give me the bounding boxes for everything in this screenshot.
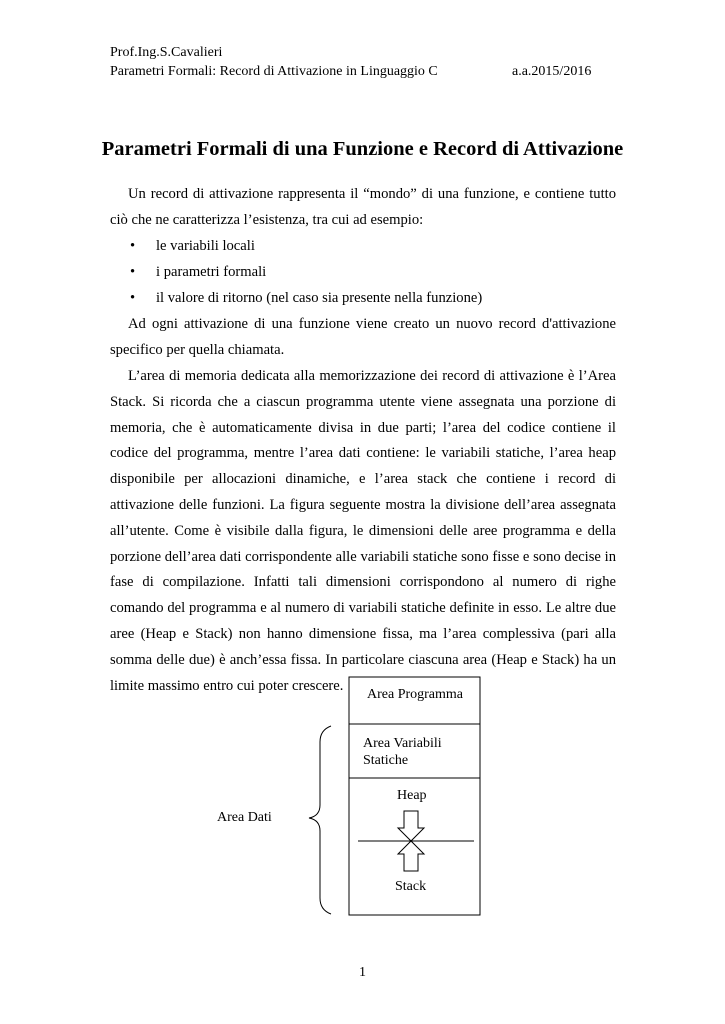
label-heap: Heap [397,788,427,803]
label-stack: Stack [395,879,427,894]
stack-growth-arrow-icon [398,841,424,871]
header-author: Prof.Ing.S.Cavalieri [110,45,223,60]
label-area-variabili: Area Variabili [363,736,442,751]
paragraph-memory-areas: L’area di memoria dedicata alla memorizzazione dei record di attivazione è l’Area Stack. Si ricorda che a ciascun programma utente viene assegnata una porzione di memoria, che è automaticamente divisa in due parti; l’area del codice contiene il codice del programma, mentre l’area dati contiene: le variabili statiche, l’area heap disponibile per allocazioni dinamiche, e l’area stack che contiene i record di attivazione delle funzioni. La figura seguente mostra la divisione dell’area assegnata all’utente. Come è visibile dalla figura, le dimensioni delle aree programma e della porzione dell’area dati corrispondente alle variabili statiche sono fisse e sono decise in fase di compilazione. Infatti tali dimensioni corrispondono al numero di righe comando del programma e al numero di variabili statiche definite in esso. Le altre due aree (Heap e Stack) non hanno dimensione fissa, ma l’area complessiva (pari alla somma delle due) è anch’essa fissa. In particolare ciascuna area (Heap e Stack) ha un limite massimo entro cui poter crescere. [110,368,616,694]
page-number: 1 [359,965,366,980]
header-year: a.a.2015/2016 [512,64,592,79]
label-statiche: Statiche [363,753,409,768]
bullet-text: le variabili locali [156,238,255,254]
bullet-icon: • [130,238,136,254]
bullet-text: i parametri formali [156,264,267,280]
label-area-dati: Area Dati [217,810,272,825]
bullet-icon: • [130,264,136,280]
label-area-programma: Area Programma [367,687,464,702]
page-title: Parametri Formali di una Funzione e Record di Attivazione [101,138,624,160]
header-subject: Parametri Formali: Record di Attivazione in Linguaggio C [110,64,438,79]
bullet-text: il valore di ritorno (nel caso sia presente nella funzione) [156,290,483,306]
bullet-icon: • [130,290,136,306]
intro-paragraph: Un record di attivazione rappresenta il “mondo” di una funzione, e contiene tutto ciò che ne caratterizza l’esistenza, tra cui ad esempio: [110,186,616,228]
area-dati-brace-icon [309,726,331,914]
paragraph-activation: Ad ogni attivazione di una funzione viene creato un nuovo record d'attivazione specifico per quella chiamata. [110,316,616,358]
heap-growth-arrow-icon [398,811,424,841]
